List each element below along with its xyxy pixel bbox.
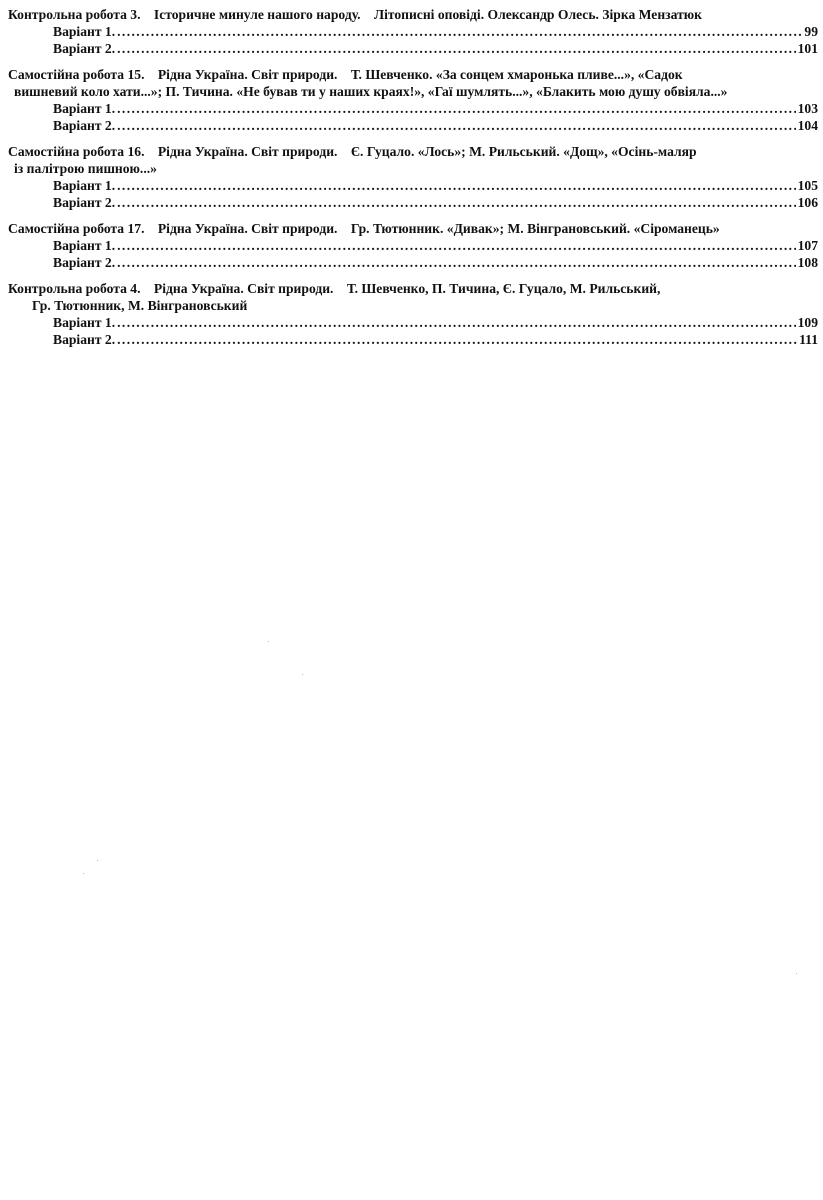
section-heading-continuation: із палітрою пишною...» xyxy=(14,161,157,176)
dot-leader xyxy=(117,331,797,348)
toc-entry[interactable] xyxy=(8,194,818,211)
variant-name: Варіант 2. xyxy=(53,255,116,270)
dot-leader xyxy=(117,23,802,40)
section-authors: Літописні оповіді. Олександр Олесь. Зірка Мензатюк xyxy=(373,7,702,22)
page-number: 106 xyxy=(797,195,818,210)
variant-name: Варіант 1. xyxy=(53,238,116,253)
page-number: 108 xyxy=(797,255,818,270)
toc-entry[interactable] xyxy=(8,23,818,40)
dot-leader xyxy=(117,254,796,271)
toc-entry[interactable] xyxy=(8,314,818,331)
toc-entry[interactable] xyxy=(8,177,818,194)
toc-entry[interactable] xyxy=(8,117,818,134)
section-label: Самостійна робота 15. xyxy=(8,67,145,82)
section-label: Контрольна робота 3. xyxy=(8,7,141,22)
toc-section xyxy=(8,143,818,211)
page-number: 101 xyxy=(797,41,818,56)
toc-section xyxy=(8,280,818,348)
dot-leader xyxy=(117,177,796,194)
section-subject: Історичне минуле нашого народу. xyxy=(153,7,361,22)
section-authors: Т. Шевченко, П. Тичина, Є. Гуцало, М. Рильський, xyxy=(346,281,661,296)
table-of-contents xyxy=(8,6,818,357)
page-number: 104 xyxy=(797,118,818,133)
variant-name: Варіант 1. xyxy=(53,101,116,116)
section-heading xyxy=(8,280,818,297)
variant-name: Варіант 1. xyxy=(53,315,116,330)
variant-name: Варіант 2. xyxy=(53,41,116,56)
toc-entry[interactable] xyxy=(8,331,818,348)
scan-speck xyxy=(83,873,84,874)
page-number: 111 xyxy=(799,332,818,347)
variant-name: Варіант 1. xyxy=(53,178,116,193)
toc-entry[interactable] xyxy=(8,254,818,271)
toc-section xyxy=(8,6,818,57)
section-authors: Т. Шевченко. «За сонцем хмаронька пливе...», «Садок xyxy=(350,67,683,82)
page-number: 107 xyxy=(797,238,818,253)
page-number: 105 xyxy=(797,178,818,193)
section-label: Самостійна робота 17. xyxy=(8,221,145,236)
section-authors: Є. Гуцало. «Лось»; М. Рильський. «Дощ», «Осінь-маляр xyxy=(350,144,697,159)
section-subject: Рідна Україна. Світ природи. xyxy=(157,144,338,159)
section-subject: Рідна Україна. Світ природи. xyxy=(157,221,338,236)
toc-section xyxy=(8,66,818,134)
scan-speck xyxy=(268,641,269,642)
scan-speck xyxy=(302,674,303,675)
section-subject: Рідна Україна. Світ природи. xyxy=(153,281,334,296)
section-heading xyxy=(8,143,818,160)
section-label: Самостійна робота 16. xyxy=(8,144,145,159)
variant-name: Варіант 2. xyxy=(53,118,116,133)
section-label: Контрольна робота 4. xyxy=(8,281,141,296)
section-authors: Гр. Тютюнник. «Дивак»; М. Вінграновський. «Сіроманець» xyxy=(350,221,720,236)
page-number: 99 xyxy=(804,24,818,39)
variant-name: Варіант 2. xyxy=(53,332,116,347)
dot-leader xyxy=(117,100,796,117)
page-number: 109 xyxy=(797,315,818,330)
dot-leader xyxy=(117,237,796,254)
scan-speck xyxy=(97,860,98,861)
variant-name: Варіант 2. xyxy=(53,195,116,210)
dot-leader xyxy=(117,117,796,134)
toc-entry[interactable] xyxy=(8,40,818,57)
section-heading-continuation: вишневий коло хати...»; П. Тичина. «Не бував ти у наших краях!», «Гаї шумлять...», «Блакить мою душу обвіяла...» xyxy=(14,84,728,99)
variant-name: Варіант 1. xyxy=(53,24,116,39)
section-subject: Рідна Україна. Світ природи. xyxy=(157,67,338,82)
toc-entry[interactable] xyxy=(8,237,818,254)
section-heading xyxy=(8,6,818,23)
section-heading xyxy=(8,220,818,237)
dot-leader xyxy=(117,314,796,331)
dot-leader xyxy=(117,40,796,57)
section-heading-continuation: Гр. Тютюнник, М. Вінграновський xyxy=(32,298,248,313)
toc-entry[interactable] xyxy=(8,100,818,117)
section-heading xyxy=(8,66,818,83)
page-number: 103 xyxy=(797,101,818,116)
scan-speck xyxy=(796,973,797,974)
toc-section xyxy=(8,220,818,271)
dot-leader xyxy=(117,194,796,211)
